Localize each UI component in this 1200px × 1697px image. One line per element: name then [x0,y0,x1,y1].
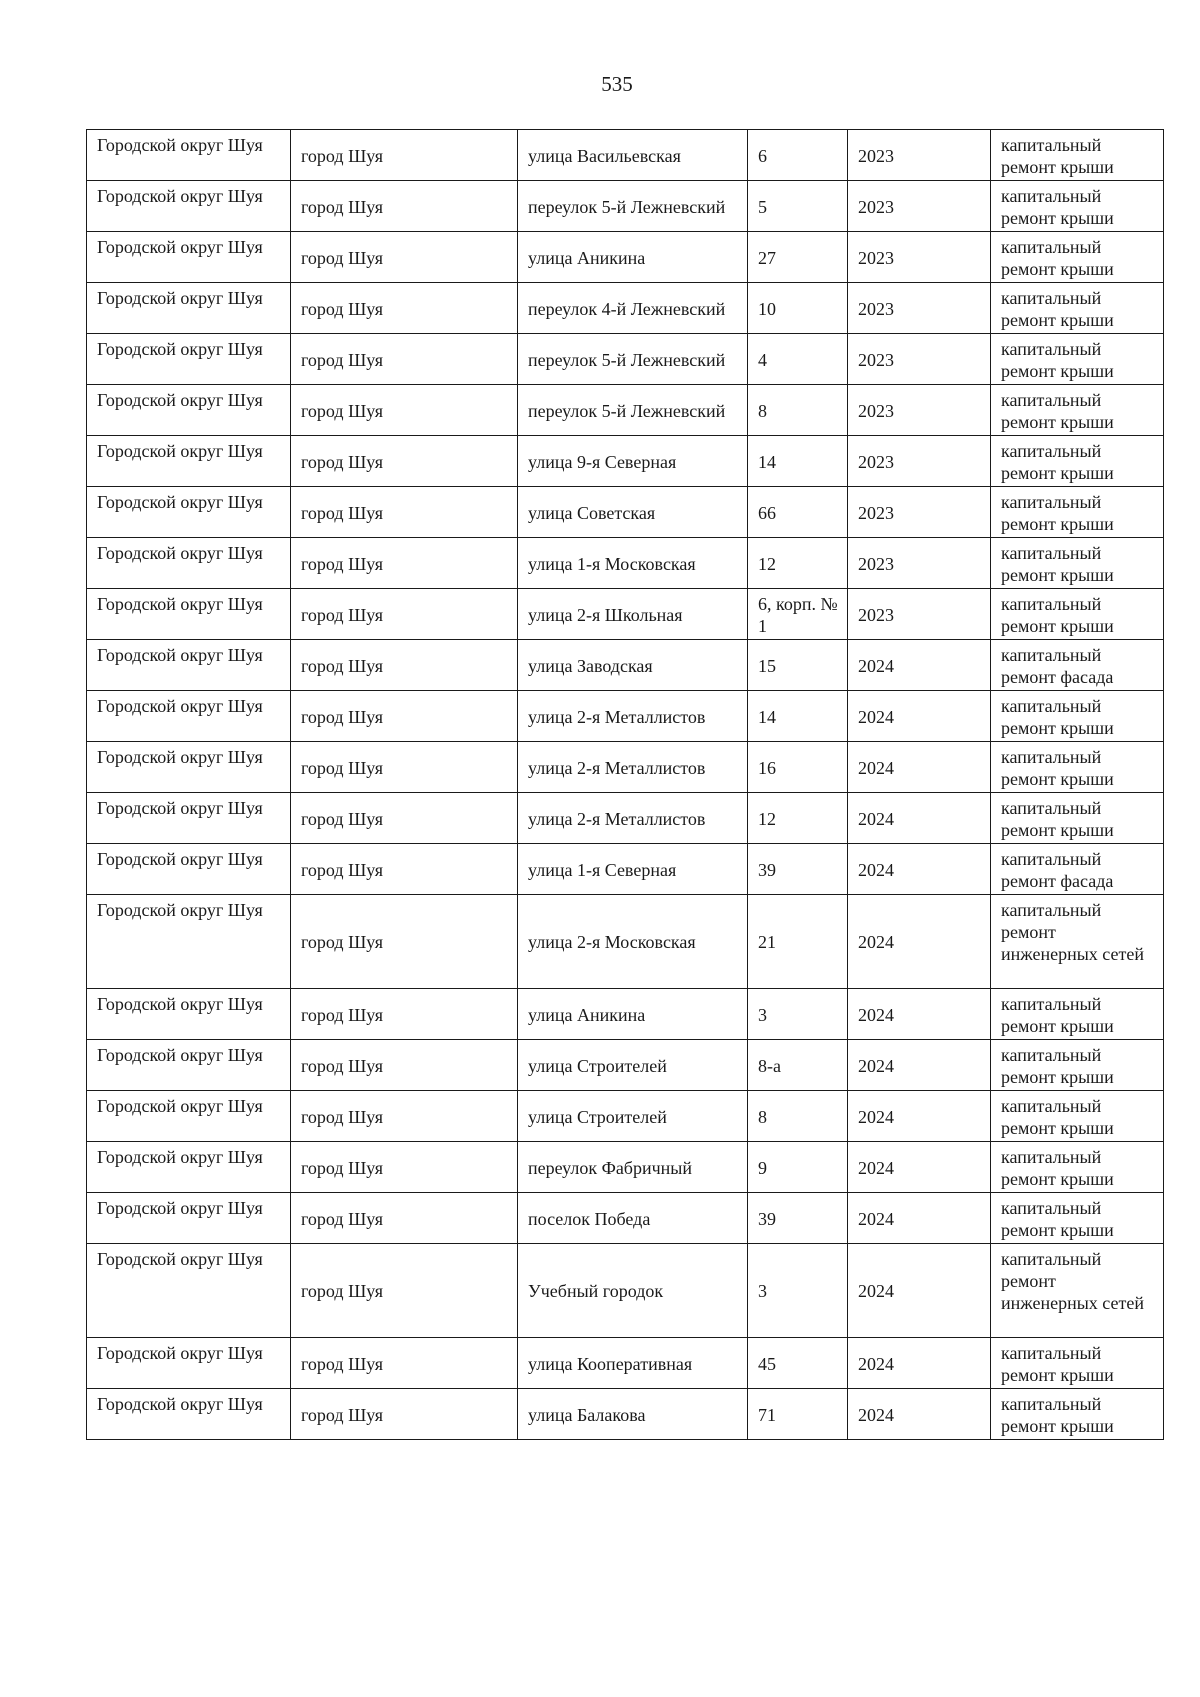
cell-street: улица Кооперативная [518,1338,748,1389]
cell-house-number: 39 [748,844,848,895]
cell-house-number: 4 [748,334,848,385]
cell-street: переулок 4-й Лежневский [518,283,748,334]
cell-street: переулок 5-й Лежневский [518,385,748,436]
registry-table-body [87,130,1164,1440]
cell-house-number: 27 [748,232,848,283]
cell-year: 2024 [848,1091,991,1142]
cell-work-type: капитальный ремонт крыши [991,1142,1164,1193]
cell-house-number: 45 [748,1338,848,1389]
cell-street: переулок 5-й Лежневский [518,334,748,385]
table-row [87,487,1164,538]
cell-house-number: 71 [748,1389,848,1440]
table-row [87,181,1164,232]
cell-street: переулок Фабричный [518,1142,748,1193]
cell-house-number: 15 [748,640,848,691]
cell-street: улица 2-я Московская [518,895,748,989]
cell-settlement: город Шуя [291,793,518,844]
cell-house-number: 39 [748,1193,848,1244]
cell-work-type: капитальный ремонт крыши [991,232,1164,283]
cell-municipality: Городской округ Шуя [87,1389,291,1440]
cell-street: улица Васильевская [518,130,748,181]
cell-municipality: Городской округ Шуя [87,844,291,895]
registry-table [86,129,1164,1440]
cell-year: 2024 [848,1142,991,1193]
cell-work-type: капитальный ремонт крыши [991,1091,1164,1142]
cell-settlement: город Шуя [291,1389,518,1440]
cell-year: 2024 [848,793,991,844]
cell-work-type: капитальный ремонт крыши [991,1389,1164,1440]
cell-settlement: город Шуя [291,283,518,334]
cell-house-number: 16 [748,742,848,793]
cell-municipality: Городской округ Шуя [87,1091,291,1142]
table-row [87,691,1164,742]
table-row [87,130,1164,181]
table-row [87,742,1164,793]
cell-house-number: 3 [748,989,848,1040]
cell-settlement: город Шуя [291,130,518,181]
cell-municipality: Городской округ Шуя [87,1142,291,1193]
cell-settlement: город Шуя [291,1193,518,1244]
cell-house-number: 8 [748,1091,848,1142]
cell-year: 2024 [848,1389,991,1440]
cell-house-number: 12 [748,538,848,589]
table-row [87,793,1164,844]
cell-house-number: 5 [748,181,848,232]
cell-year: 2024 [848,1338,991,1389]
cell-year: 2024 [848,640,991,691]
cell-work-type: капитальный ремонт крыши [991,1040,1164,1091]
cell-work-type: капитальный ремонт крыши [991,742,1164,793]
cell-work-type: капитальный ремонт крыши [991,989,1164,1040]
cell-municipality: Городской округ Шуя [87,232,291,283]
cell-settlement: город Шуя [291,1244,518,1338]
cell-year: 2024 [848,691,991,742]
cell-municipality: Городской округ Шуя [87,1040,291,1091]
cell-municipality: Городской округ Шуя [87,793,291,844]
cell-house-number: 10 [748,283,848,334]
cell-settlement: город Шуя [291,1142,518,1193]
cell-settlement: город Шуя [291,691,518,742]
cell-work-type: капитальный ремонт крыши [991,691,1164,742]
cell-street: улица Аникина [518,232,748,283]
cell-municipality: Городской округ Шуя [87,334,291,385]
cell-year: 2024 [848,742,991,793]
cell-settlement: город Шуя [291,844,518,895]
cell-settlement: город Шуя [291,436,518,487]
cell-year: 2024 [848,1193,991,1244]
cell-settlement: город Шуя [291,1091,518,1142]
cell-street: улица Балакова [518,1389,748,1440]
table-row [87,283,1164,334]
cell-year: 2023 [848,283,991,334]
cell-year: 2023 [848,487,991,538]
cell-municipality: Городской округ Шуя [87,1244,291,1338]
table-row [87,1193,1164,1244]
cell-street: улица 2-я Металлистов [518,742,748,793]
cell-municipality: Городской округ Шуя [87,1338,291,1389]
cell-house-number: 66 [748,487,848,538]
cell-year: 2023 [848,130,991,181]
table-row [87,538,1164,589]
table-row [87,436,1164,487]
cell-municipality: Городской округ Шуя [87,283,291,334]
cell-municipality: Городской округ Шуя [87,1193,291,1244]
cell-street: улица 2-я Металлистов [518,691,748,742]
cell-year: 2024 [848,1244,991,1338]
cell-street: переулок 5-й Лежневский [518,181,748,232]
cell-year: 2023 [848,181,991,232]
table-row [87,895,1164,989]
cell-work-type: капитальный ремонт крыши [991,130,1164,181]
cell-work-type: капитальный ремонт фасада [991,844,1164,895]
cell-settlement: город Шуя [291,1040,518,1091]
cell-street: улица Аникина [518,989,748,1040]
cell-settlement: город Шуя [291,1338,518,1389]
cell-work-type: капитальный ремонт крыши [991,181,1164,232]
cell-settlement: город Шуя [291,487,518,538]
table-row [87,1244,1164,1338]
cell-work-type: капитальный ремонт фасада [991,640,1164,691]
cell-year: 2023 [848,232,991,283]
cell-house-number: 14 [748,436,848,487]
cell-settlement: город Шуя [291,895,518,989]
cell-year: 2023 [848,385,991,436]
cell-settlement: город Шуя [291,589,518,640]
cell-year: 2024 [848,989,991,1040]
cell-settlement: город Шуя [291,181,518,232]
cell-year: 2023 [848,334,991,385]
cell-house-number: 12 [748,793,848,844]
cell-street: улица 1-я Северная [518,844,748,895]
cell-street: Учебный городок [518,1244,748,1338]
cell-municipality: Городской округ Шуя [87,895,291,989]
cell-house-number: 3 [748,1244,848,1338]
table-row [87,232,1164,283]
cell-settlement: город Шуя [291,742,518,793]
cell-year: 2023 [848,436,991,487]
cell-year: 2023 [848,538,991,589]
cell-municipality: Городской округ Шуя [87,640,291,691]
cell-street: улица 2-я Школьная [518,589,748,640]
cell-year: 2024 [848,895,991,989]
cell-house-number: 8 [748,385,848,436]
cell-municipality: Городской округ Шуя [87,989,291,1040]
cell-work-type: капитальный ремонт инженерных сетей [991,1244,1164,1338]
cell-municipality: Городской округ Шуя [87,130,291,181]
cell-year: 2023 [848,589,991,640]
cell-street: улица 2-я Металлистов [518,793,748,844]
cell-work-type: капитальный ремонт крыши [991,538,1164,589]
table-row [87,589,1164,640]
cell-settlement: город Шуя [291,385,518,436]
cell-street: улица Советская [518,487,748,538]
cell-settlement: город Шуя [291,538,518,589]
table-row [87,1040,1164,1091]
cell-street: улица Строителей [518,1091,748,1142]
cell-house-number: 9 [748,1142,848,1193]
table-row [87,844,1164,895]
cell-work-type: капитальный ремонт крыши [991,793,1164,844]
cell-street: улица 9-я Северная [518,436,748,487]
cell-municipality: Городской округ Шуя [87,181,291,232]
table-row [87,1338,1164,1389]
cell-street: поселок Победа [518,1193,748,1244]
cell-year: 2024 [848,1040,991,1091]
cell-work-type: капитальный ремонт крыши [991,334,1164,385]
cell-work-type: капитальный ремонт крыши [991,436,1164,487]
cell-work-type: капитальный ремонт крыши [991,589,1164,640]
cell-municipality: Городской округ Шуя [87,538,291,589]
cell-work-type: капитальный ремонт крыши [991,385,1164,436]
cell-work-type: капитальный ремонт крыши [991,1193,1164,1244]
cell-settlement: город Шуя [291,640,518,691]
cell-settlement: город Шуя [291,334,518,385]
cell-house-number: 6 [748,130,848,181]
cell-street: улица Заводская [518,640,748,691]
cell-work-type: капитальный ремонт инженерных сетей [991,895,1164,989]
table-row [87,334,1164,385]
cell-municipality: Городской округ Шуя [87,385,291,436]
table-row [87,640,1164,691]
cell-house-number: 21 [748,895,848,989]
page-number: 535 [601,72,633,96]
cell-street: улица Строителей [518,1040,748,1091]
cell-municipality: Городской округ Шуя [87,436,291,487]
cell-work-type: капитальный ремонт крыши [991,487,1164,538]
cell-settlement: город Шуя [291,989,518,1040]
cell-municipality: Городской округ Шуя [87,487,291,538]
cell-house-number: 6, корп. № 1 [748,589,848,640]
cell-work-type: капитальный ремонт крыши [991,1338,1164,1389]
cell-municipality: Городской округ Шуя [87,742,291,793]
cell-house-number: 14 [748,691,848,742]
cell-municipality: Городской округ Шуя [87,691,291,742]
cell-work-type: капитальный ремонт крыши [991,283,1164,334]
cell-house-number: 8-а [748,1040,848,1091]
cell-municipality: Городской округ Шуя [87,589,291,640]
cell-settlement: город Шуя [291,232,518,283]
table-row [87,385,1164,436]
cell-street: улица 1-я Московская [518,538,748,589]
table-row [87,1142,1164,1193]
table-row [87,1091,1164,1142]
table-row [87,989,1164,1040]
table-row [87,1389,1164,1440]
cell-year: 2024 [848,844,991,895]
